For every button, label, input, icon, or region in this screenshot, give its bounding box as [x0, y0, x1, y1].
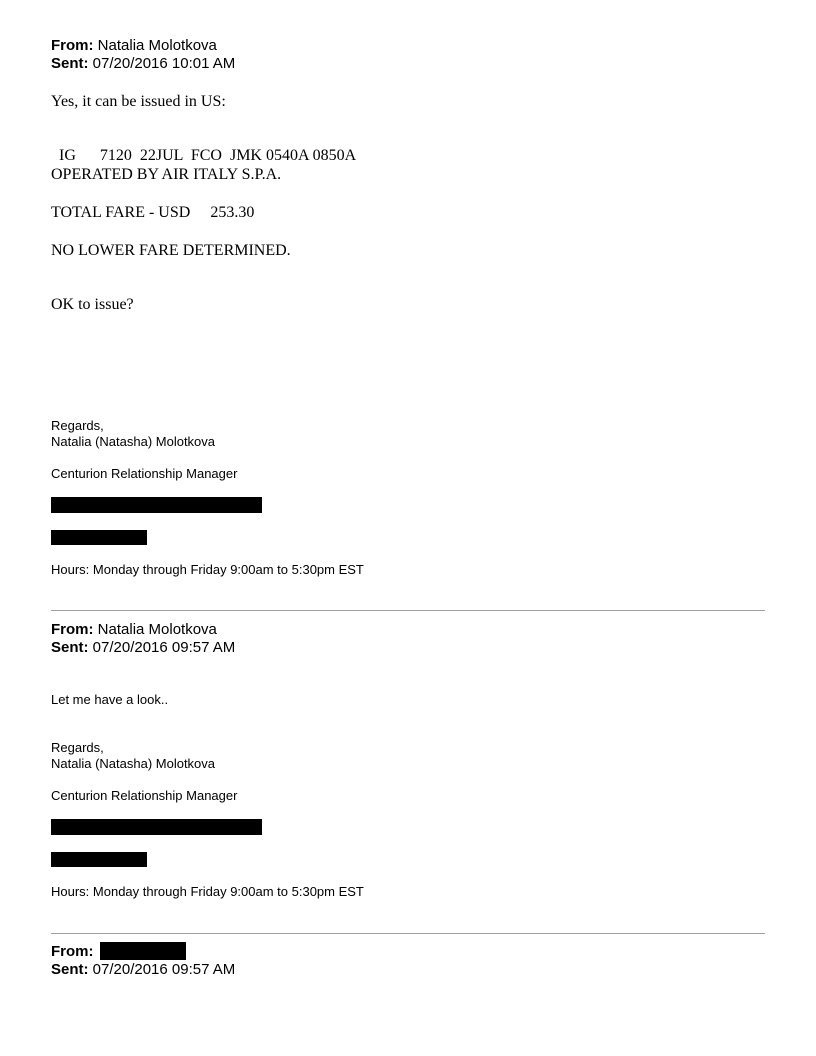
sent-label: Sent: [51, 961, 89, 978]
message-body-line: Yes, it can be issued in US: [51, 93, 226, 110]
redaction-bar [100, 942, 186, 960]
email-header-from [51, 37, 217, 55]
redaction-bar [51, 819, 262, 835]
signature-name: Natalia (Natasha) Molotkova [51, 434, 216, 449]
message-divider [51, 933, 765, 934]
redaction-bar [51, 497, 262, 513]
flight-itinerary-line: IG 7120 22JUL FCO JMK 0540A 0850A [51, 147, 357, 164]
signature-name: Natalia (Natasha) Molotkova [51, 756, 216, 771]
sent-datetime: 07/20/2016 09:57 AM [92, 639, 236, 656]
signature-title: Centurion Relationship Manager [51, 788, 238, 803]
sent-datetime: 07/20/2016 10:01 AM [92, 55, 236, 72]
from-name: Natalia Molotkova [97, 621, 217, 638]
email-header-sent [51, 961, 235, 979]
redaction-bar [51, 852, 147, 867]
from-label: From: [51, 37, 94, 54]
sent-label: Sent: [51, 639, 89, 656]
from-name: Natalia Molotkova [97, 37, 217, 54]
signature-hours: Hours: Monday through Friday 9:00am to 5:30pm EST [51, 562, 364, 577]
message-body-line: Let me have a look.. [51, 692, 169, 707]
signature-title: Centurion Relationship Manager [51, 466, 238, 481]
signature-regards: Regards, [51, 740, 104, 755]
signature-regards: Regards, [51, 418, 104, 433]
redaction-bar [51, 530, 147, 545]
no-lower-fare-line: NO LOWER FARE DETERMINED. [51, 242, 291, 259]
from-label: From: [51, 943, 94, 960]
email-header-sent [51, 55, 235, 73]
email-header-sent [51, 639, 235, 657]
sent-datetime: 07/20/2016 09:57 AM [92, 961, 236, 978]
total-fare-line: TOTAL FARE - USD 253.30 [51, 204, 255, 221]
message-divider [51, 610, 765, 611]
email-header-from [51, 621, 217, 639]
operated-by-line: OPERATED BY AIR ITALY S.P.A. [51, 166, 282, 183]
question-line: OK to issue? [51, 296, 134, 313]
email-header-from [51, 943, 98, 961]
sent-label: Sent: [51, 55, 89, 72]
signature-hours: Hours: Monday through Friday 9:00am to 5:30pm EST [51, 884, 364, 899]
from-label: From: [51, 621, 94, 638]
